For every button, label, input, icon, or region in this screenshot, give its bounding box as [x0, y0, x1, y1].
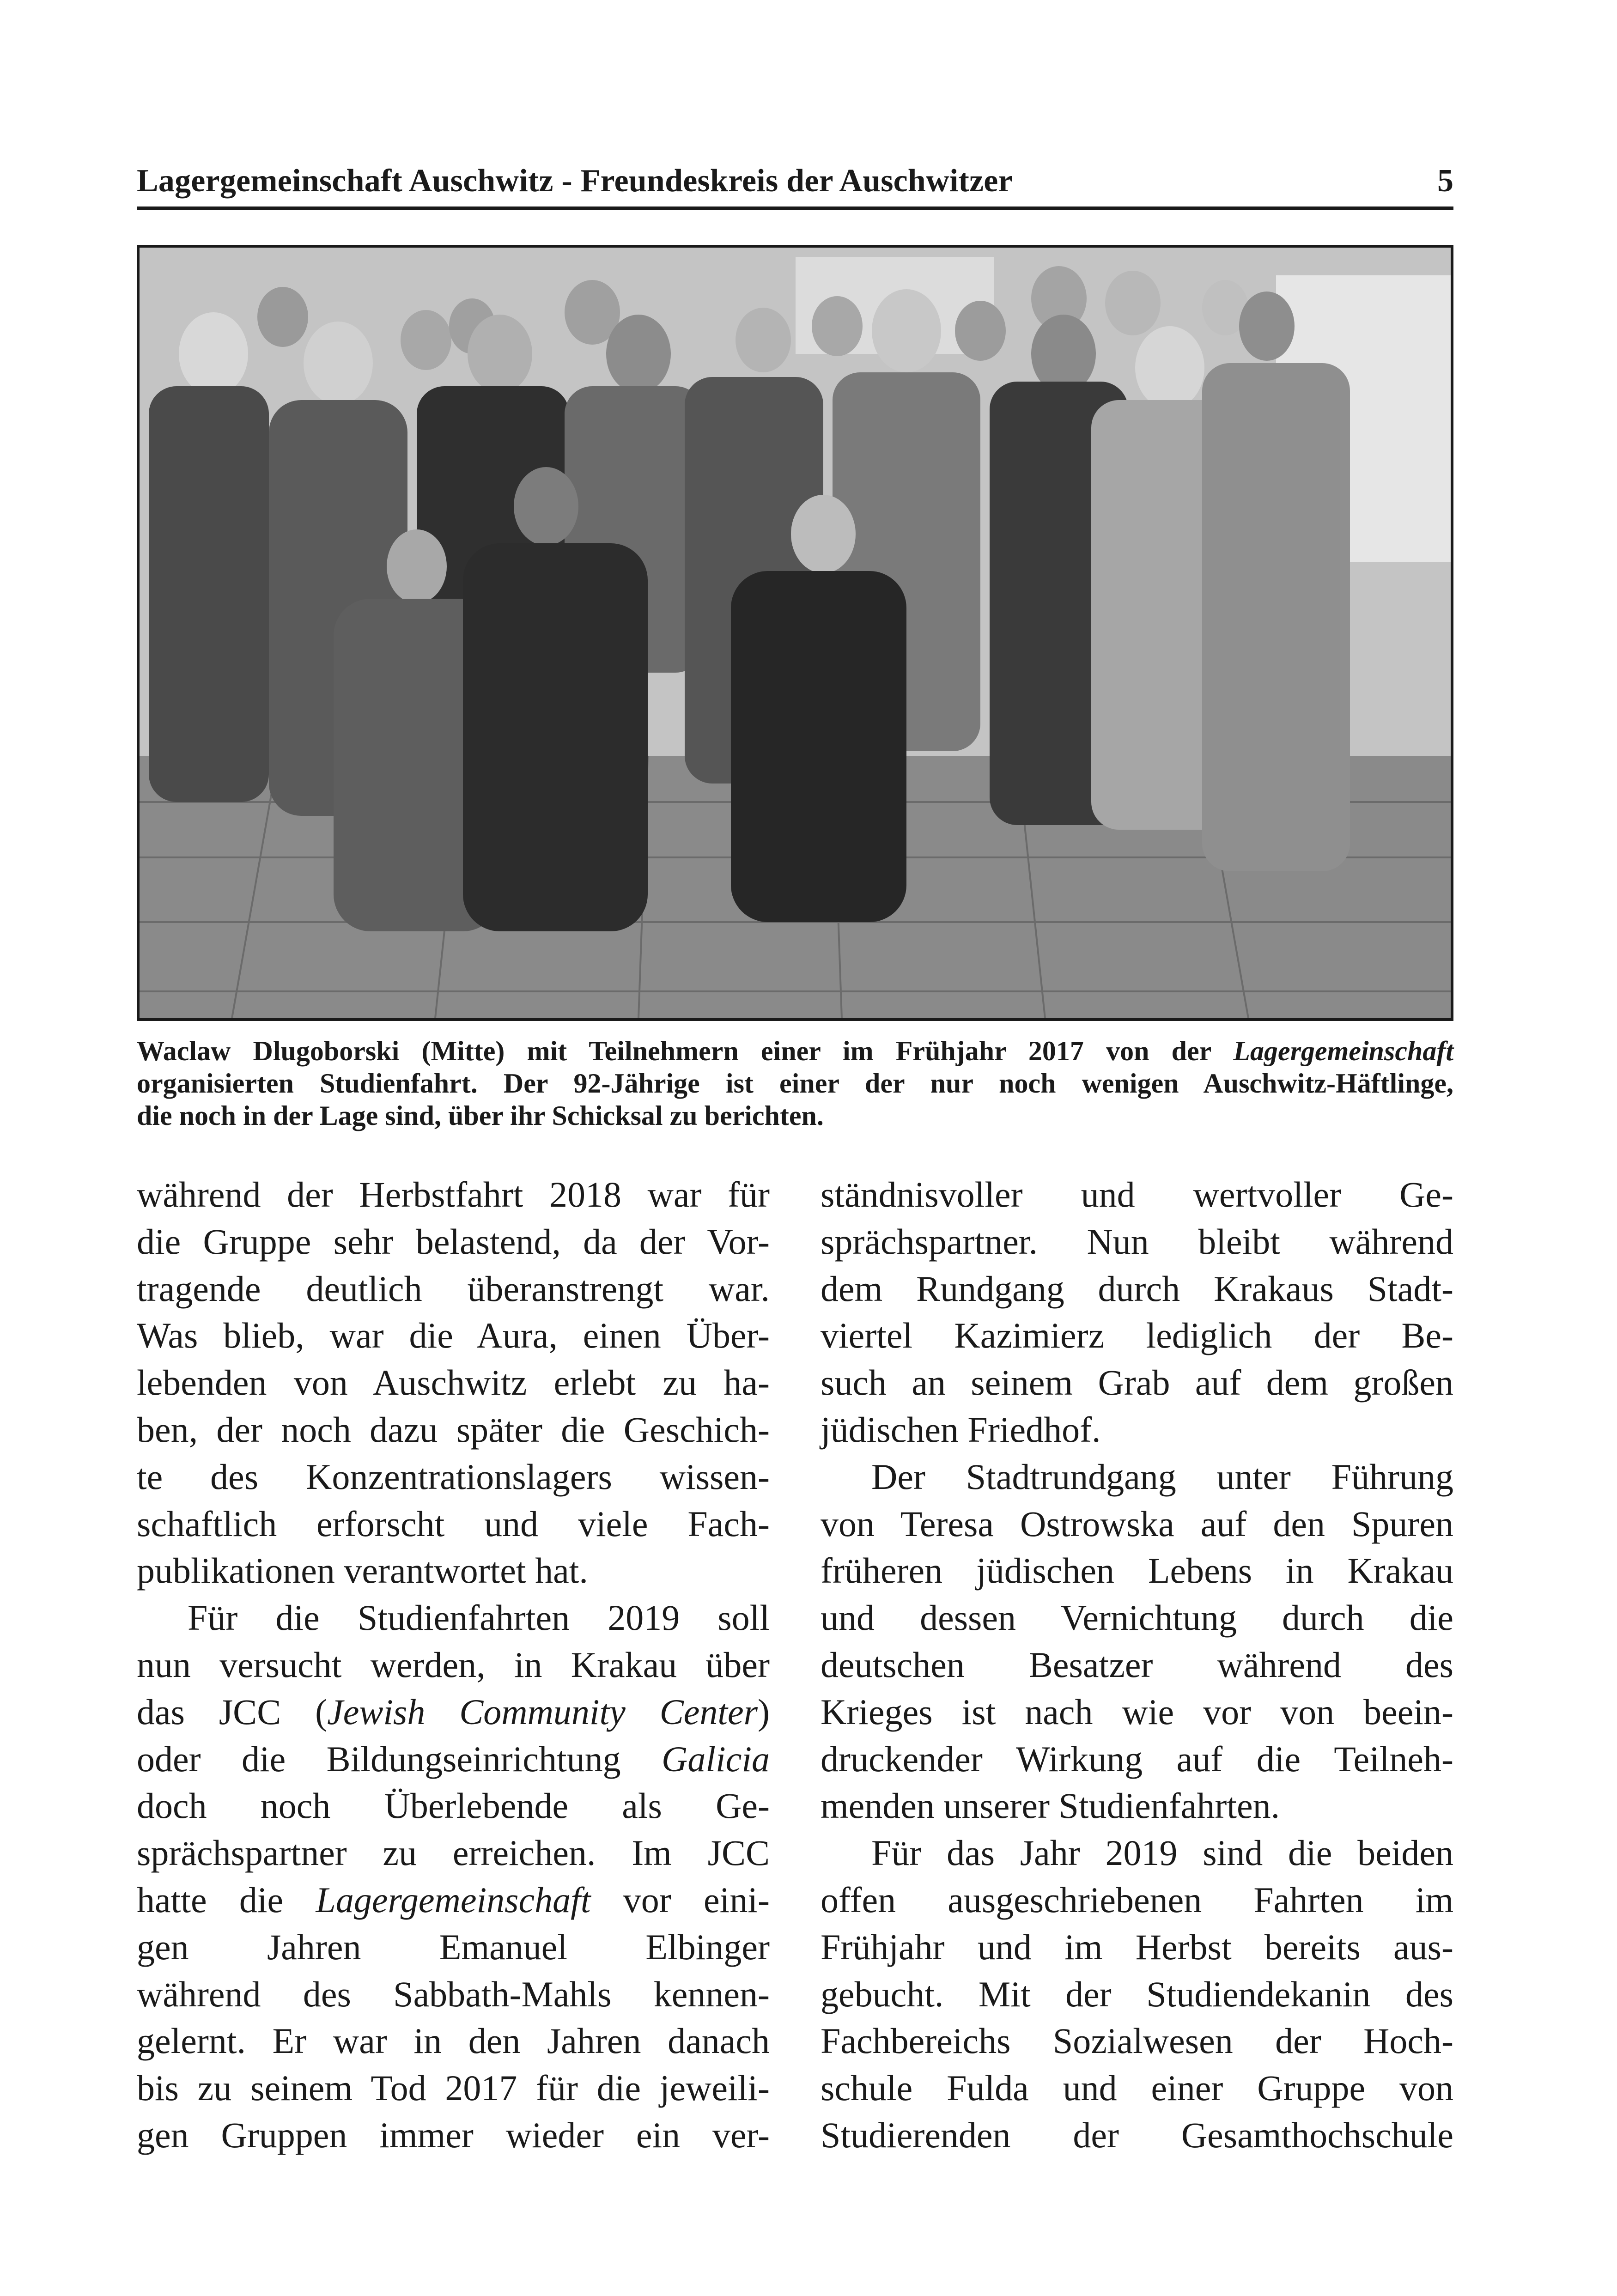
- text-line: Für die Studienfahrten 2019 soll: [188, 1597, 770, 1638]
- left-column: [137, 1171, 770, 2159]
- text-line: gelernt. Er war in den Jahren danach: [137, 2021, 770, 2061]
- text-line: [137, 1689, 770, 1736]
- text-line: Der Stadtrundgang unter Führung: [871, 1456, 1453, 1497]
- text-line: Frühjahr und im Herbst bereits aus-: [821, 1926, 1453, 1967]
- text-line: früheren jüdischen Lebens in Krakau: [821, 1550, 1453, 1591]
- text-segment: vor eini-: [590, 1879, 770, 1920]
- text-line: und dessen Vernichtung durch die: [821, 1597, 1453, 1638]
- italic-text: Lagergemeinschaft: [316, 1879, 591, 1920]
- text-line: von Teresa Ostrowska auf den Spuren: [821, 1503, 1453, 1544]
- text-segment: ): [758, 1691, 770, 1732]
- text-line: nun versucht werden, in Krakau über: [137, 1644, 770, 1685]
- text-line: gen Jahren Emanuel Elbinger: [137, 1926, 770, 1967]
- text-line: doch noch Überlebende als Ge-: [137, 1786, 770, 1826]
- text-line: publikationen verantwortet hat.: [137, 1550, 588, 1591]
- text-line: die Gruppe sehr belastend, da der Vor-: [137, 1221, 770, 1262]
- text-line: deutschen Besatzer während des: [821, 1644, 1453, 1685]
- text-line: tragende deutlich überanstrengt war.: [137, 1268, 770, 1309]
- header-title: Lagergemeinschaft Auschwitz - Freundeskreis der Auschwitzer: [137, 163, 1013, 199]
- caption-line: organisierten Studienfahrt. Der 92-Jährige ist einer der nur noch wenigen Auschwitz-Häftlinge,: [137, 1068, 1453, 1099]
- text-line: Was blieb, war die Aura, einen Über-: [137, 1315, 770, 1356]
- text-line: offen ausgeschriebenen Fahrten im: [821, 1879, 1453, 1920]
- page-number: 5: [1437, 163, 1453, 199]
- caption-text: Waclaw Dlugoborski (Mitte) mit Teilnehmern einer im Frühjahr 2017 von der: [137, 1036, 1211, 1066]
- group-photo: [137, 245, 1453, 1021]
- text-line: gen Gruppen immer wieder ein ver-: [137, 2114, 770, 2155]
- text-line: schule Fulda und einer Gruppe von: [821, 2068, 1453, 2108]
- text-line: Krieges ist nach wie vor von beein-: [821, 1691, 1453, 1732]
- text-line: Studierenden der Gesamthochschule: [821, 2114, 1453, 2155]
- text-line: bis zu seinem Tod 2017 für die jeweili-: [137, 2068, 770, 2108]
- text-line: te des Konzentrationslagers wissen-: [137, 1456, 770, 1497]
- text-line: Fachbereichs Sozialwesen der Hoch-: [821, 2021, 1453, 2061]
- text-segment: oder die Bildungseinrichtung: [137, 1738, 662, 1779]
- text-line: sprächspartner. Nun bleibt während: [821, 1221, 1453, 1262]
- text-line: während des Sabbath-Mahls kennen-: [137, 1974, 770, 2014]
- group-photo-illustration: [140, 248, 1451, 1018]
- text-line: [137, 1877, 770, 1924]
- caption-line: die noch in der Lage sind, über ihr Schicksal zu berichten.: [137, 1100, 824, 1131]
- photo-caption: [137, 1035, 1453, 1132]
- text-line: menden unserer Studienfahrten.: [821, 1786, 1280, 1826]
- text-line: [137, 1736, 770, 1783]
- text-line: ständnisvoller und wertvoller Ge-: [821, 1174, 1453, 1215]
- text-line: druckender Wirkung auf die Teilneh-: [821, 1738, 1453, 1779]
- right-column: [821, 1171, 1453, 2159]
- text-segment: das JCC (: [137, 1691, 328, 1732]
- text-line: schaftlich erforscht und viele Fach-: [137, 1503, 770, 1544]
- italic-text: Jewish Community Center: [327, 1691, 758, 1732]
- text-line: dem Rundgang durch Krakaus Stadt-: [821, 1268, 1453, 1309]
- text-line: such an seinem Grab auf dem großen: [821, 1362, 1453, 1403]
- text-line: sprächspartner zu erreichen. Im JCC: [137, 1833, 770, 1873]
- text-line: gebucht. Mit der Studiendekanin des: [821, 1974, 1453, 2014]
- text-line: Für das Jahr 2019 sind die beiden: [871, 1833, 1453, 1873]
- italic-text: Galicia: [662, 1738, 770, 1779]
- text-segment: hatte die: [137, 1879, 316, 1920]
- running-header: [137, 157, 1453, 210]
- text-line: jüdischen Friedhof.: [821, 1409, 1101, 1450]
- text-line: viertel Kazimierz lediglich der Be-: [821, 1315, 1453, 1356]
- caption-italic-text: Lagergemeinschaft: [1233, 1036, 1454, 1066]
- text-line: ben, der noch dazu später die Geschich-: [137, 1409, 770, 1450]
- text-line: während der Herbstfahrt 2018 war für: [137, 1174, 770, 1215]
- caption-line: [137, 1035, 1453, 1067]
- text-line: lebenden von Auschwitz erlebt zu ha-: [137, 1362, 770, 1403]
